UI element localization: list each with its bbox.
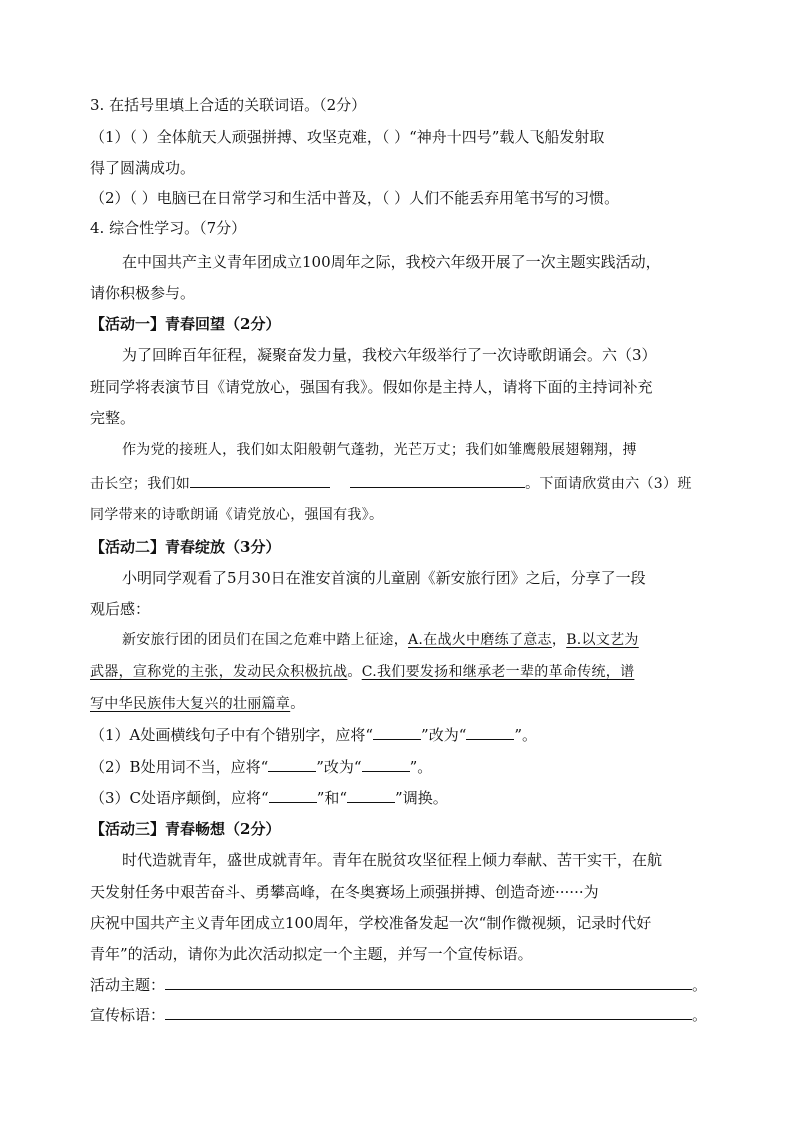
q3-blank-2[interactable] (347, 788, 395, 803)
activity3-heading: 【活动三】青春畅想（2分） (90, 820, 281, 838)
activity3-desc-line1: 时代造就青年，盛世成就青年。青年在脱贫攻坚征程上倾力奉献、苦干实干，在航 (122, 851, 663, 869)
review-comma: ， (551, 632, 567, 648)
host-script-suffix: 。下面请欣赏由六（3）班 (525, 476, 692, 492)
q1-text-b: ”改为“ (421, 726, 467, 744)
q3-title: 3. 在括号里填上合适的关联词语。（2分） (90, 96, 367, 114)
q4-intro-line2: 请你积极参与。 (90, 284, 196, 302)
review-para-line3 (90, 694, 305, 714)
activity2-desc-line1: 小明同学观看了5月30日在淮安首演的儿童剧《新安旅行团》之后，分享了一段 (122, 569, 646, 587)
host-script-line2 (90, 473, 692, 494)
review-para-line2 (90, 662, 634, 682)
activity3-desc-line2: 天发射任务中艰苦奋斗、勇攀高峰，在冬奥赛场上顽强拼搏、创造奇迹······为 (90, 883, 599, 901)
host-script-prefix: 击长空；我们如 (90, 476, 191, 492)
q3-item2: （2）（ ）电脑已在日常学习和生活中普及，（ ）人们不能丢弃用笔书写的习惯。 (90, 189, 620, 207)
q4-title: 4. 综合性学习。（7分） (90, 219, 247, 237)
theme-answer-line[interactable] (165, 975, 692, 990)
activity1-heading: 【活动一】青春回望（2分） (90, 315, 281, 333)
q2-text-b: ”改为“ (316, 758, 362, 776)
activity1-desc-line2: 班同学将表演节目《请党放心，强国有我》。假如你是主持人，请将下面的主持词补充 (90, 378, 653, 396)
review-text: 新安旅行团的团员们在国之危难中踏上征途， (122, 632, 408, 648)
q1-blank-1[interactable] (373, 725, 421, 740)
slogan-answer-row (90, 1005, 707, 1025)
host-script-line1: 作为党的接班人，我们如太阳般朝气蓬勃，光芒万丈；我们如雏鹰般展翅翱翔，搏 (122, 442, 637, 458)
q2-text-a: （2）B处用词不当，应将“ (90, 758, 269, 776)
q2-blank-1[interactable] (268, 757, 316, 772)
activity2-heading: 【活动二】青春绽放（3分） (90, 538, 281, 556)
review-sentence-c-start: C.我们要发扬和继承老一辈的革命传统，谱 (361, 664, 635, 680)
slogan-label: 宣传标语： (90, 1006, 166, 1024)
host-script-blank-1[interactable] (190, 473, 330, 488)
q2-text-c: ”。 (409, 758, 433, 776)
review-sentence-b-start: B.以文艺为 (566, 632, 639, 648)
review-sentence-b-end: 武器，宣称党的主张，发动民众积极抗战 (90, 664, 348, 680)
theme-label: 活动主题： (90, 976, 166, 994)
host-script-line3: 同学带来的诗歌朗诵《请党放心，强国有我》。 (90, 507, 384, 523)
theme-answer-row (90, 975, 707, 995)
slogan-end-mark: 。 (692, 1006, 708, 1024)
review-sentence-c-end: 写中华民族伟大复兴的壮丽篇章 (90, 696, 291, 712)
q3-blank-1[interactable] (269, 788, 317, 803)
theme-end-mark: 。 (692, 976, 708, 994)
review-para-line1 (122, 630, 639, 650)
q3-item1-line2: 得了圆满成功。 (90, 159, 196, 177)
activity2-q1 (90, 725, 537, 745)
activity2-q3 (90, 788, 448, 808)
q4-intro-line1: 在中国共产主义青年团成立100周年之际，我校六年级开展了一次主题实践活动， (122, 253, 661, 271)
activity3-desc-line4: 青年”的活动，请你为此次活动拟定一个主题，并写一个宣传标语。 (90, 945, 533, 963)
q1-blank-2[interactable] (466, 725, 514, 740)
activity3-desc-line3: 庆祝中国共产主义青年团成立100周年，学校准备发起一次“制作微视频，记录时代好 (90, 914, 652, 932)
q3-text-b: ”和“ (316, 789, 348, 807)
activity1-desc-line3: 完整。 (90, 409, 136, 427)
q2-blank-2[interactable] (362, 757, 410, 772)
activity2-desc-line2: 观后感： (90, 600, 151, 618)
activity2-q2 (90, 757, 432, 777)
review-end-period: 。 (290, 696, 305, 712)
host-script-blank-2[interactable] (350, 473, 525, 488)
q1-text-c: ”。 (514, 726, 538, 744)
review-sentence-a: A.在战火中磨练了意志 (408, 632, 552, 648)
review-period: 。 (347, 664, 362, 680)
activity1-desc-line1: 为了回眸百年征程，凝聚奋发力量，我校六年级举行了一次诗歌朗诵会。六（3） (122, 346, 657, 364)
q3-text-c: ”调换。 (395, 789, 448, 807)
q3-item1-line1: （1）（ ）全体航天人顽强拼搏、攻坚克难，（ ）“神舟十四号”载人飞船发射取 (90, 128, 605, 146)
q1-text-a: （1）A处画横线句子中有个错别字，应将“ (90, 726, 374, 744)
slogan-answer-line[interactable] (165, 1005, 692, 1020)
q3-text-a: （3）C处语序颠倒，应将“ (90, 789, 269, 807)
